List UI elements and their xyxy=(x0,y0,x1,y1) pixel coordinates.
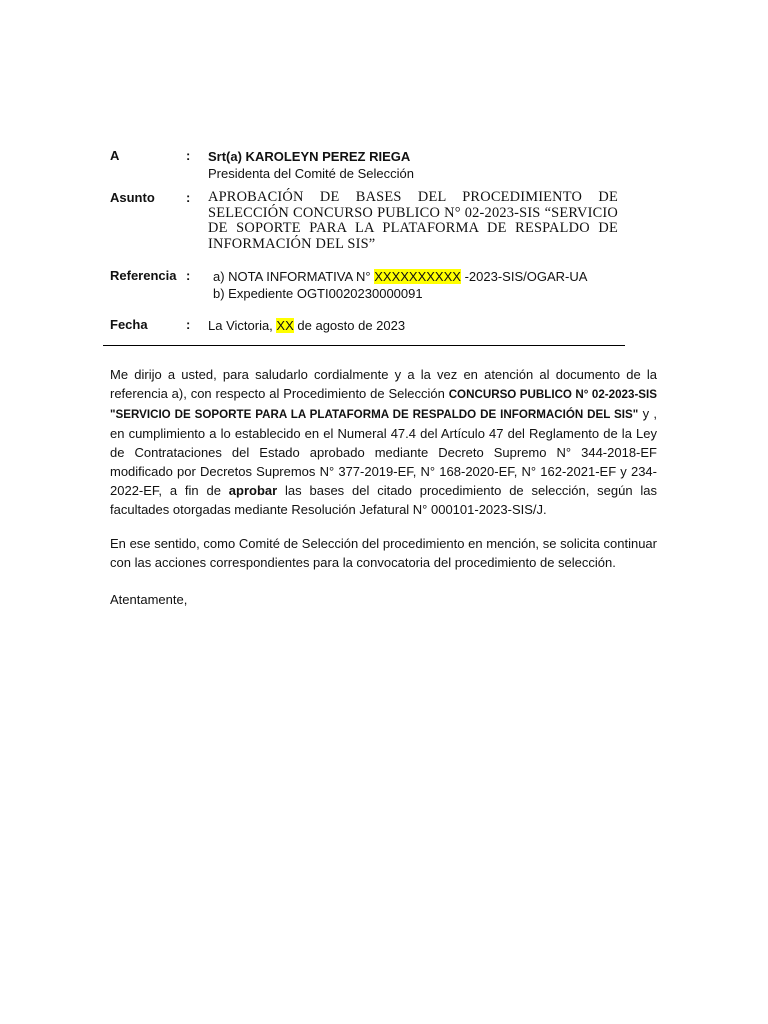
subject-colon: : xyxy=(186,190,191,205)
date-suffix: de agosto de 2023 xyxy=(297,318,406,333)
to-label: A xyxy=(110,148,120,163)
subject-line: SELECCIÓN CONCURSO PUBLICO N° 02-2023-SIS “SERVICIO xyxy=(208,204,618,221)
p1-text-a: Me dirijo a usted, para saludarlo cordialmente y a la vez en atención al documento de la referencia a), con respecto al Procedimiento de Selección xyxy=(110,367,657,401)
subject-line: DE SOPORTE PARA LA PLATAFORMA DE RESPALDO DE xyxy=(208,220,618,237)
header-divider xyxy=(103,345,625,346)
closing: Atentamente, xyxy=(110,592,188,607)
reference-a-suffix: -2023-SIS/OGAR-UA xyxy=(464,269,588,284)
reference-a-prefix: a) NOTA INFORMATIVA N° xyxy=(213,269,371,284)
date-colon: : xyxy=(186,317,191,332)
reference-item-b: b) Expediente OGTI0020230000091 xyxy=(213,286,423,301)
date-value xyxy=(208,317,405,334)
date-label: Fecha xyxy=(110,317,148,332)
subject-text xyxy=(208,190,618,252)
reference-item-a xyxy=(213,268,587,285)
to-value xyxy=(208,148,414,182)
p1-approve-word: aprobar xyxy=(228,483,278,498)
reference-a-placeholder: XXXXXXXXXX xyxy=(374,269,461,284)
reference-label: Referencia xyxy=(110,268,177,283)
date-day-placeholder: XX xyxy=(276,318,294,333)
p1-text-b: y , en cumplimiento a lo establecido en el Numeral 47.4 del Artículo 47 del Reglamento de la Ley de Contrataciones del Estado aprobado mediante Decreto Supremo N° 344-2018-EF modificado por Decretos Supremos N° 377-2019-EF, N° 168-2020-EF, N° 162-2021-EF y 234-2022-EF, a fin de xyxy=(110,406,657,498)
body-paragraph-2: En ese sentido, como Comité de Selección del procedimiento en mención, se solicita continuar con las acciones correspondientes para la convocatoria del procedimiento de selección. xyxy=(110,536,657,570)
p1-text-c: las bases del citado procedimiento de selección, según las facultades otorgadas mediante Resolución Jefatural N° 000101-2023-SIS/J. xyxy=(110,483,657,517)
subject-label: Asunto xyxy=(110,190,155,205)
body-paragraph-1 xyxy=(110,365,657,519)
date-prefix: La Victoria, xyxy=(208,318,273,333)
reference-list xyxy=(213,268,587,302)
subject-line: APROBACIÓN DE BASES DEL PROCEDIMIENTO DE xyxy=(208,189,618,205)
p1-procedure-name: CONCURSO PUBLICO N° 02-2023-SIS "SERVICIO DE SOPORTE PARA LA PLATAFORMA DE RESPALDO DE INFORMACIÓN DEL SIS" xyxy=(110,388,657,421)
recipient-role: Presidenta del Comité de Selección xyxy=(208,166,414,181)
reference-colon: : xyxy=(186,268,191,283)
recipient-name: Srt(a) KAROLEYN PEREZ RIEGA xyxy=(208,149,411,164)
to-colon: : xyxy=(186,148,191,163)
subject-line: INFORMACIÓN DEL SIS” xyxy=(208,235,376,252)
